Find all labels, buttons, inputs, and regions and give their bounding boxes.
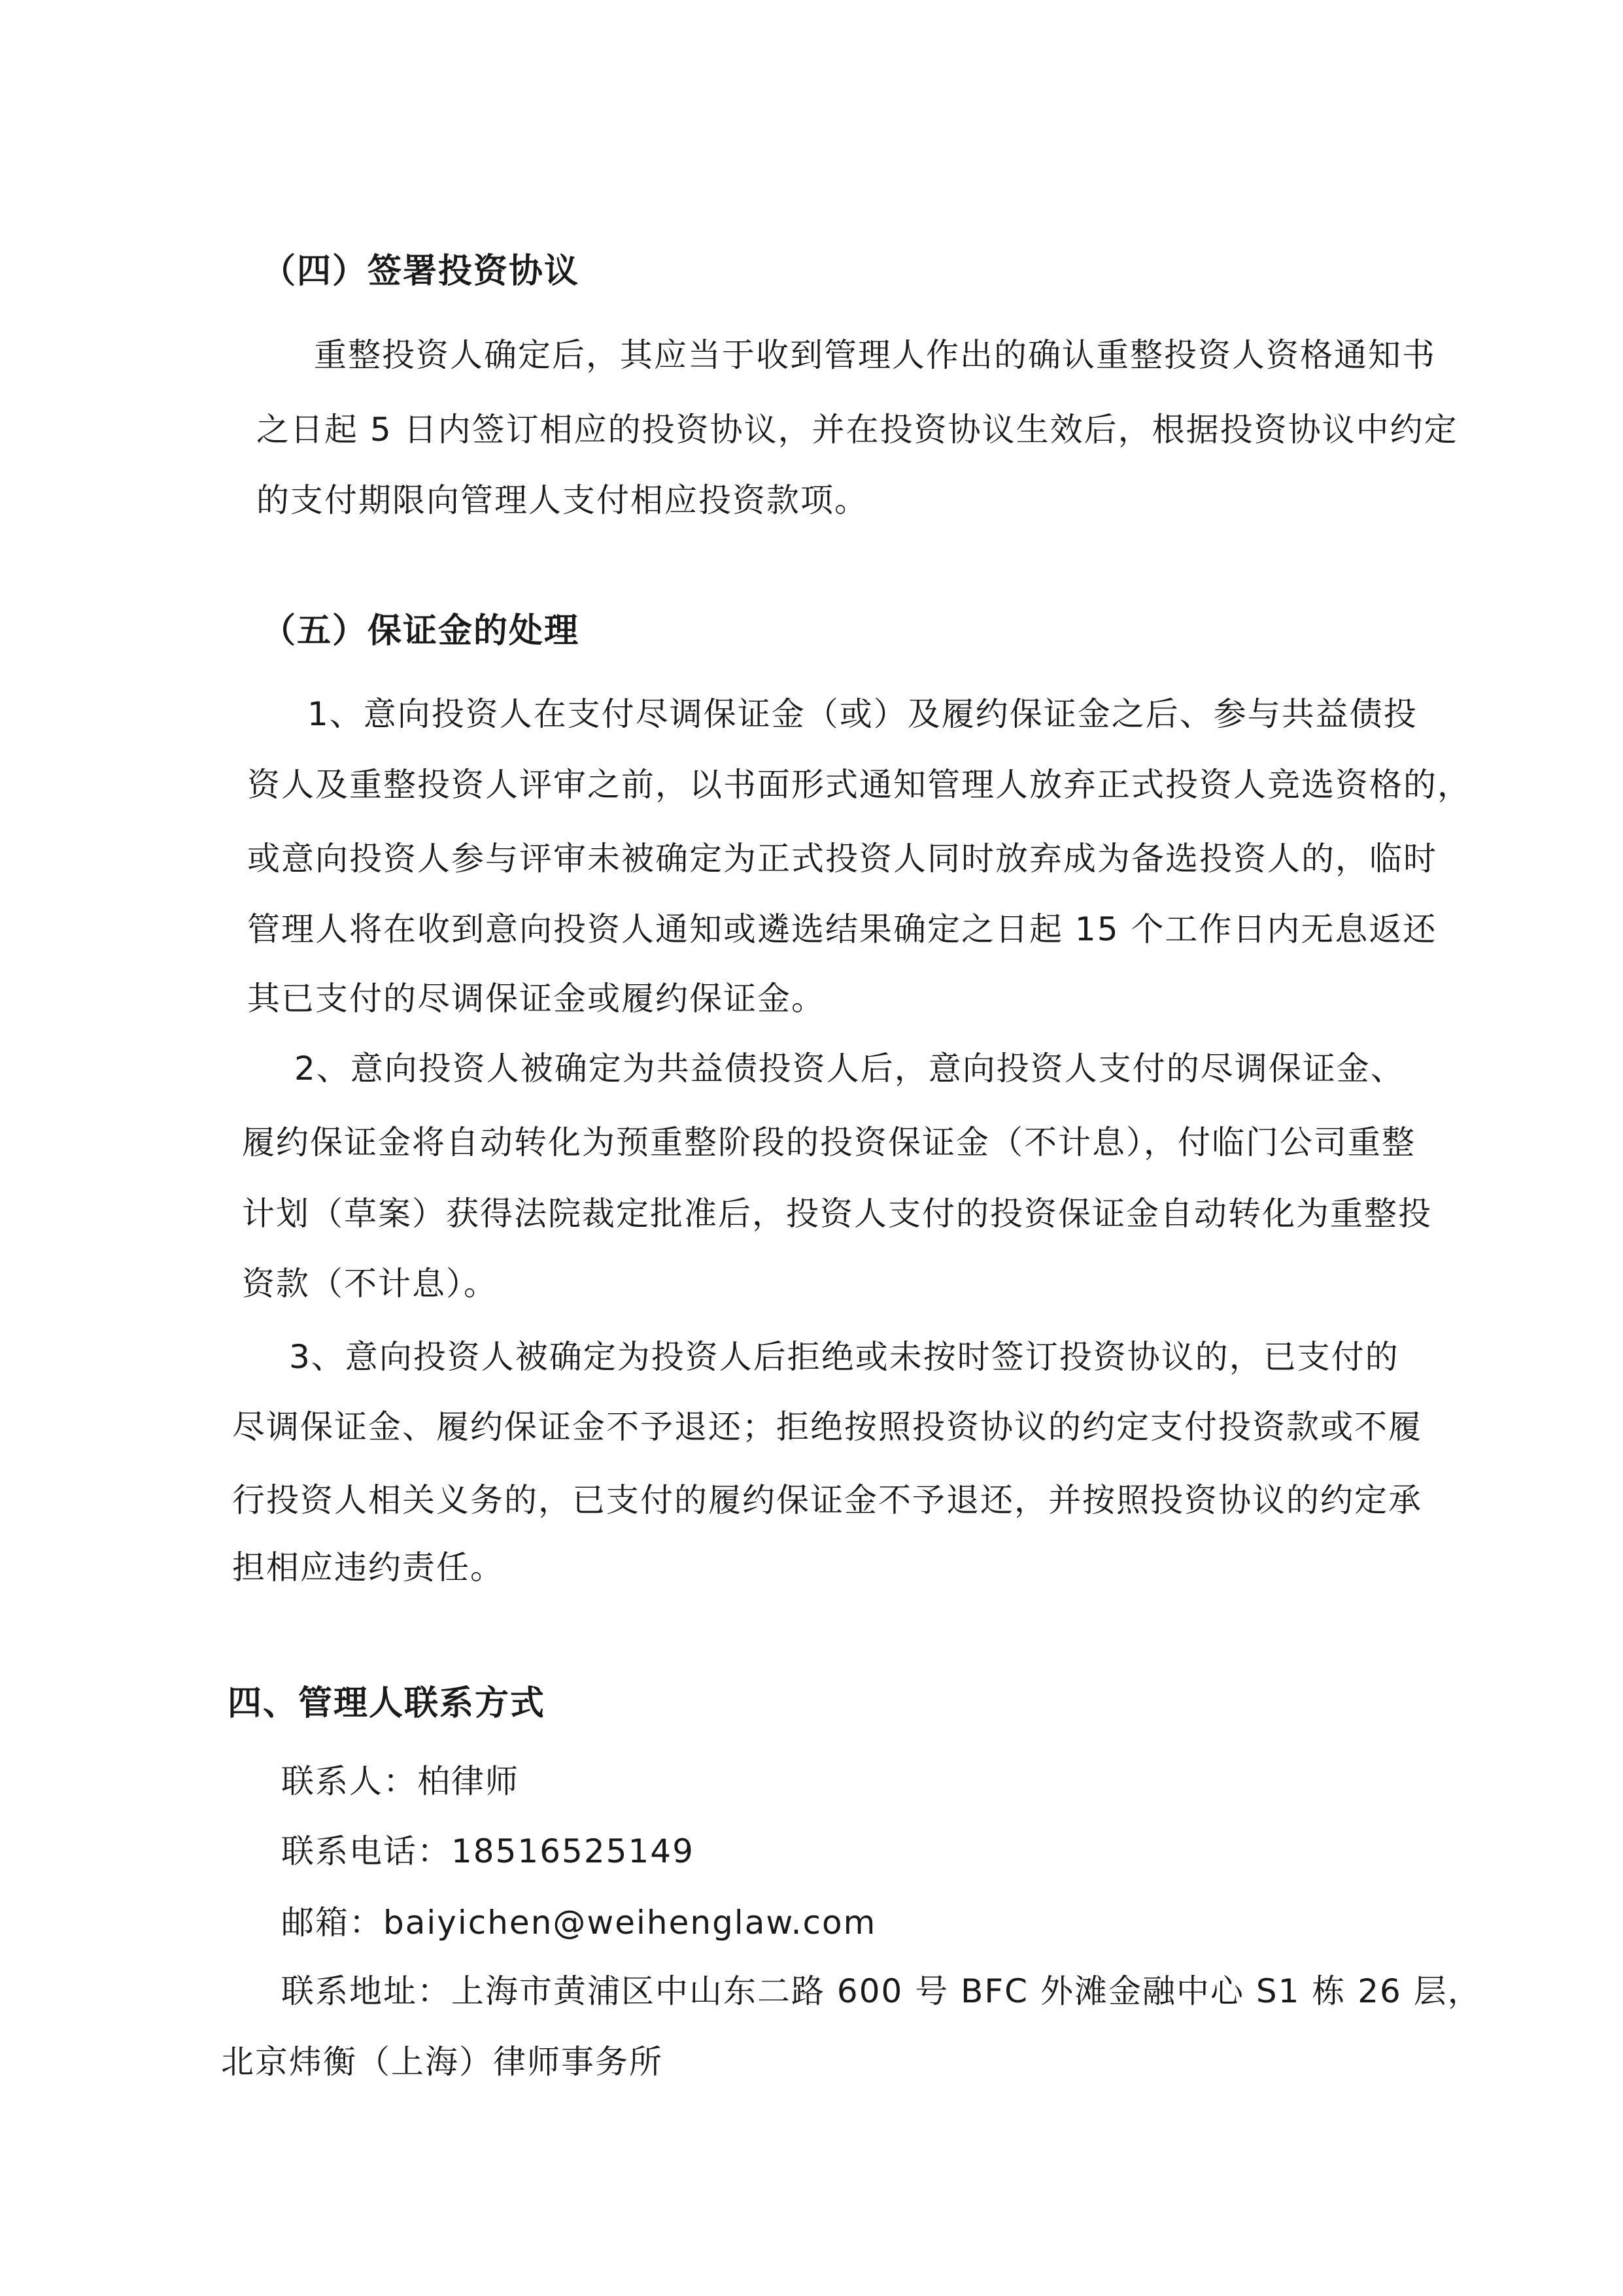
paragraph-line: 履约保证金将自动转化为预重整阶段的投资保证金（不计息），付临门公司重整 (242, 1123, 1416, 1161)
paragraph-line: 之日起 5 日内签订相应的投资协议，并在投资协议生效后，根据投资协议中约定 (256, 411, 1458, 449)
paragraph-line: 担相应违约责任。 (232, 1549, 504, 1586)
contact-address: 联系地址：上海市黄浦区中山东二路 600 号 BFC 外滩金融中心 S1 栋 26 层， (281, 1972, 1482, 2010)
contact-address-firm: 北京炜衡（上海）律师事务所 (221, 2043, 663, 2081)
paragraph-line: 2、意向投资人被确定为共益债投资人后，意向投资人支付的尽调保证金、 (294, 1050, 1405, 1088)
paragraph-line: 3、意向投资人被确定为投资人后拒绝或未按时签订投资协议的，已支付的 (289, 1338, 1399, 1376)
section-heading-signing: （四）签署投资协议 (262, 252, 580, 291)
paragraph-line: 资款（不计息）。 (242, 1265, 498, 1303)
paragraph-line: 尽调保证金、履约保证金不予退还；拒绝按照投资协议的约定支付投资款或不履 (232, 1408, 1422, 1446)
paragraph-line: 资人及重整投资人评审之前，以书面形式通知管理人放弃正式投资人竞选资格的， (247, 766, 1471, 804)
paragraph-line: 重整投资人确定后，其应当于收到管理人作出的确认重整投资人资格通知书 (314, 336, 1436, 374)
paragraph-line: 计划（草案）获得法院裁定批准后，投资人支付的投资保证金自动转化为重整投 (242, 1195, 1432, 1233)
section-heading-deposit: （五）保证金的处理 (262, 611, 580, 651)
paragraph-line: 管理人将在收到意向投资人通知或遴选结果确定之日起 15 个工作日内无息返还 (247, 910, 1437, 948)
paragraph-line: 其已支付的尽调保证金或履约保证金。 (247, 980, 825, 1018)
paragraph-line: 或意向投资人参与评审未被确定为正式投资人同时放弃成为备选投资人的，临时 (247, 840, 1437, 878)
contact-person: 联系人：柏律师 (281, 1762, 519, 1800)
paragraph-line: 1、意向投资人在支付尽调保证金（或）及履约保证金之后、参与共益债投 (307, 695, 1418, 733)
contact-email: 邮箱：baiyichen@weihenglaw.com (281, 1904, 877, 1942)
paragraph-line: 行投资人相关义务的，已支付的履约保证金不予退还，并按照投资协议的约定承 (232, 1481, 1422, 1519)
paragraph-line: 的支付期限向管理人支付相应投资款项。 (256, 481, 868, 519)
section-heading-contact: 四、管理人联系方式 (228, 1684, 546, 1723)
contact-phone: 联系电话：18516525149 (281, 1832, 694, 1870)
